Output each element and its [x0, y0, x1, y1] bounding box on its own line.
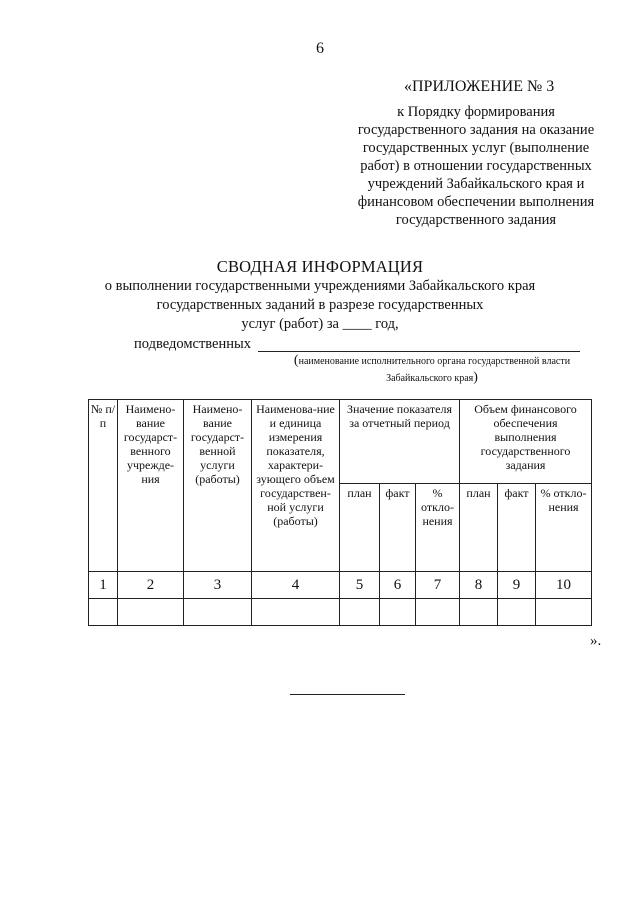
empty-cell	[118, 599, 184, 626]
subtitle-line: о выполнении государственными учреждениями Забайкальского края	[104, 278, 536, 294]
authority-note	[262, 353, 602, 387]
header-group-financing: Объем финансового обеспечения выполнения государственного задания	[460, 400, 592, 484]
appendix-basis-line: учреждений Забайкальского края и	[367, 176, 585, 192]
column-number-cell: 5	[340, 572, 380, 599]
column-number-cell: 6	[380, 572, 416, 599]
column-number-cell: 10	[536, 572, 592, 599]
column-number-cell: 2	[118, 572, 184, 599]
header-group-indicator-value: Значение показателя за отчетный период	[340, 400, 460, 484]
appendix-basis-line: работ) в отношении государственных	[360, 158, 592, 174]
subheader-plan: план	[340, 484, 380, 572]
subheader-plan: план	[460, 484, 498, 572]
page-number: 6	[316, 40, 324, 57]
empty-cell	[184, 599, 252, 626]
subtitle-line: услуг (работ) за ____ год,	[241, 316, 399, 332]
appendix-basis-line: финансовом обеспечении выполнения	[357, 194, 595, 210]
appendix-basis-line: государственного задания	[395, 212, 557, 228]
column-number-cell: 1	[89, 572, 118, 599]
note-line-1: наименование исполнительного органа государственной власти	[298, 356, 571, 367]
empty-cell	[536, 599, 592, 626]
column-number-cell: 7	[416, 572, 460, 599]
empty-cell	[252, 599, 340, 626]
footer-rule	[290, 694, 405, 695]
column-number-cell: 3	[184, 572, 252, 599]
header-cell-service: Наимено-вание государст-венной услуги (работы)	[184, 400, 252, 572]
appendix-basis-line: государственных услуг (выполнение	[362, 140, 590, 156]
report-table	[88, 399, 592, 626]
empty-cell	[416, 599, 460, 626]
appendix-basis-line: государственного задания на оказание	[357, 122, 595, 138]
subordinate-label: подведомственных	[134, 336, 251, 352]
subheader-fact: факт	[498, 484, 536, 572]
column-number-cell: 9	[498, 572, 536, 599]
appendix-basis	[340, 103, 612, 229]
subheader-deviation: % откло-нения	[536, 484, 592, 572]
subheader-fact: факт	[380, 484, 416, 572]
column-number-cell: 8	[460, 572, 498, 599]
header-cell-indicator: Наименова-ние и единица измерения показателя, характери-зующего объем государствен-ной услуги (работы)	[252, 400, 340, 572]
authority-fill-line	[258, 351, 580, 352]
empty-cell	[460, 599, 498, 626]
note-open-paren: (	[293, 353, 299, 368]
note-line-2: Забайкальского края	[386, 373, 474, 384]
empty-cell	[380, 599, 416, 626]
subtitle-line: государственных заданий в разрезе государственных	[156, 297, 484, 313]
closing-quote: ».	[590, 633, 602, 649]
header-cell-number: № п/п	[89, 400, 118, 572]
column-number-cell: 4	[252, 572, 340, 599]
note-close-paren: )	[473, 370, 478, 385]
subheader-deviation: % откло-нения	[416, 484, 460, 572]
empty-cell	[340, 599, 380, 626]
appendix-title: «ПРИЛОЖЕНИЕ № 3	[404, 78, 555, 95]
document-title: СВОДНАЯ ИНФОРМАЦИЯ	[216, 257, 424, 276]
appendix-basis-line: к Порядку формирования	[397, 104, 555, 120]
empty-cell	[498, 599, 536, 626]
header-cell-institution: Наимено-вание государст-венного учрежде-ния	[118, 400, 184, 572]
empty-cell	[89, 599, 118, 626]
